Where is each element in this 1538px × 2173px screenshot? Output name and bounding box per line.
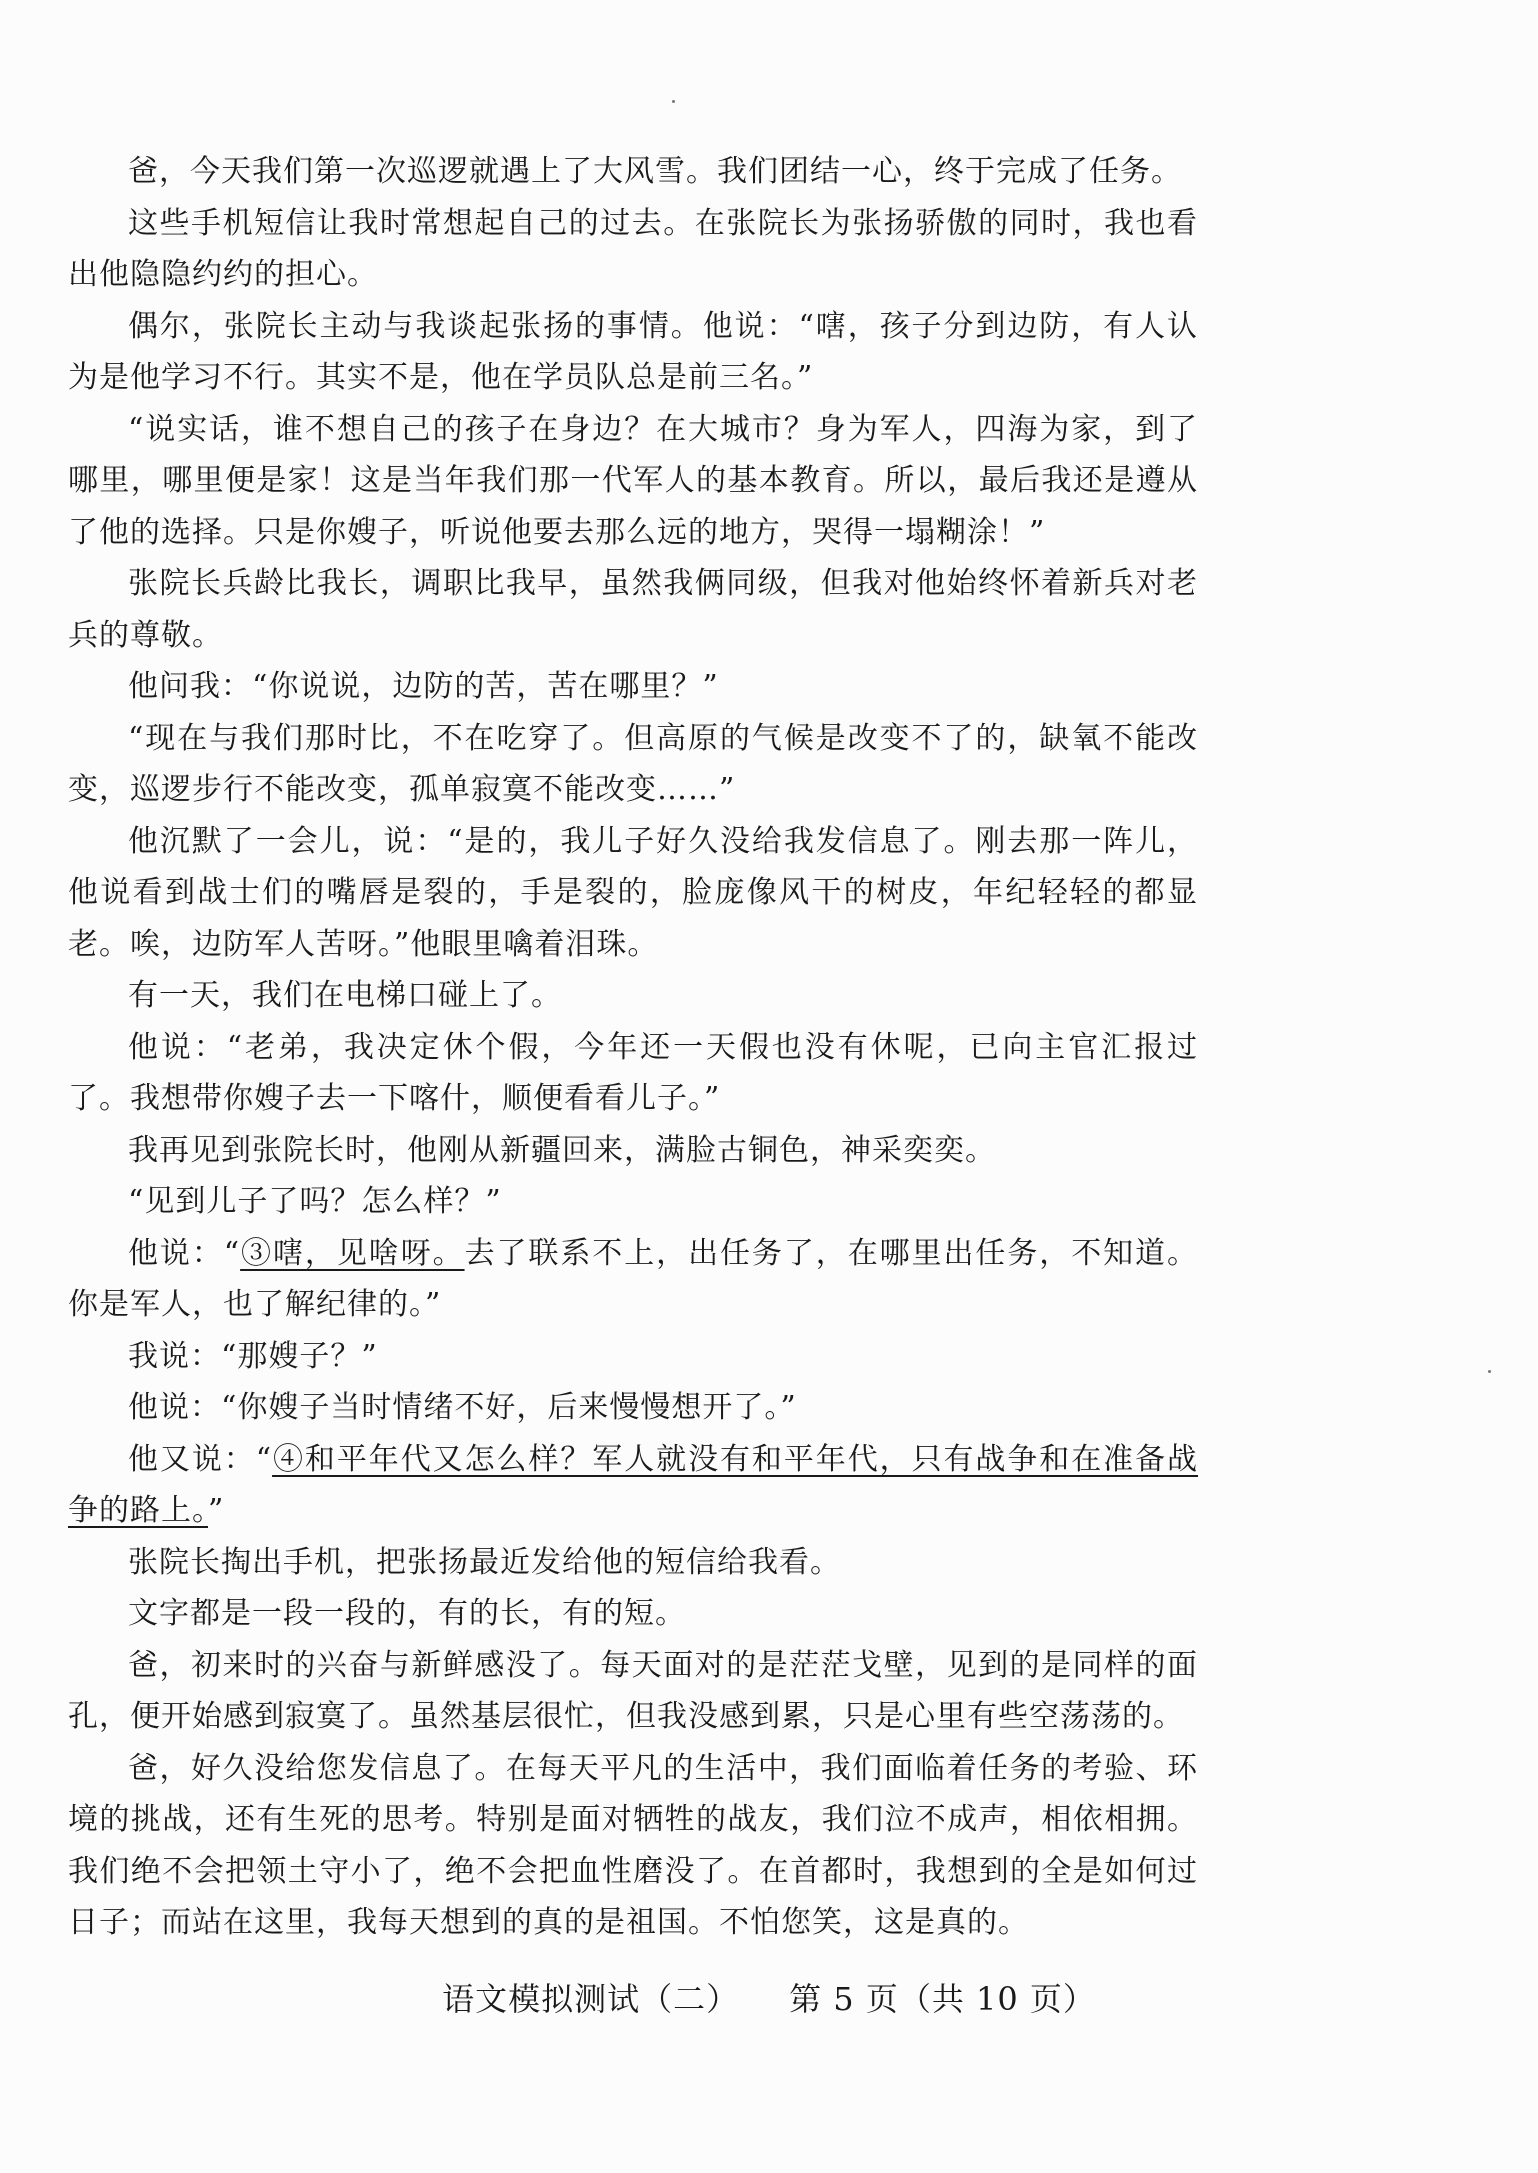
exam-title: 语文模拟测试（二）	[442, 1980, 740, 2018]
passage-paragraph: 我说：“那嫂子？”	[128, 1338, 378, 1374]
passage-paragraph: 爸，好久没给您发信息了。在每天平凡的生活中，我们面临着任务的考验、环境的挑战，还有生死的思考。特别是面对牺牲的战友，我们泣不成声，相依相拥。我们绝不会把领土守小了，绝不会把血性磨没了。在首都时，我想到的全是如何过日子；而站在这里，我每天想到的真的是祖国。不怕您笑，这是真的。	[68, 1750, 1198, 1940]
passage-paragraph: “见到儿子了吗？怎么样？”	[128, 1184, 502, 1219]
passage-paragraph: 他问我：“你说说，边防的苦，苦在哪里？”	[128, 669, 719, 704]
underlined-sentence-3: ③嗐，见啥呀。	[240, 1235, 465, 1271]
passage-paragraph: 这些手机短信让我时常想起自己的过去。在张院长为张扬骄傲的同时，我也看出他隐隐约约的担心。	[68, 205, 1198, 292]
passage-paragraph: 他沉默了一会儿，说：“是的，我儿子好久没给我发信息了。刚去那一阵儿，他说看到战士们的嘴唇是裂的，手是裂的，脸庞像风干的树皮，年纪轻轻的都显老。唉，边防军人苦呀。”他眼里噙着泪珠。	[68, 823, 1198, 962]
passage-paragraph: 张院长兵龄比我长，调职比我早，虽然我俩同级，但我对他始终怀着新兵对老兵的尊敬。	[68, 566, 1198, 653]
passage-paragraph-with-marked-sentence	[68, 1434, 1198, 1537]
passage-paragraph: 文字都是一段一段的，有的长，有的短。	[128, 1596, 686, 1631]
passage-paragraph: 他说：“你嫂子当时情绪不好，后来慢慢想开了。”	[128, 1390, 797, 1425]
page-footer	[0, 1974, 1538, 2020]
passage-paragraph: 偶尔，张院长主动与我谈起张扬的事情。他说：“嗐，孩子分到边防，有人认为是他学习不行。其实不是，他在学员队总是前三名。”	[68, 308, 1198, 395]
paragraph-lead-text: 他又说：“	[128, 1441, 273, 1477]
passage-paragraph: “现在与我们那时比，不在吃穿了。但高原的气候是改变不了的，缺氧不能改变，巡逻步行不能改变，孤单寂寞不能改变……”	[68, 720, 1198, 807]
passage-paragraph: 他说：“老弟，我决定休个假，今年还一天假也没有休呢，已向主官汇报过了。我想带你嫂子去一下喀什，顺便看看儿子。”	[68, 1029, 1198, 1116]
reading-passage	[68, 146, 1198, 1949]
passage-paragraph: 爸，今天我们第一次巡逻就遇上了大风雪。我们团结一心，终于完成了任务。	[128, 154, 1182, 189]
scan-speck	[672, 100, 675, 103]
scan-speck	[1488, 1370, 1491, 1373]
passage-paragraph: 张院长掏出手机，把张扬最近发给他的短信给我看。	[128, 1544, 841, 1580]
paragraph-trailing-text: ”	[208, 1493, 225, 1528]
passage-paragraph: 爸，初来时的兴奋与新鲜感没了。每天面对的是茫茫戈壁，见到的是同样的面孔，便开始感到寂寞了。虽然基层很忙，但我没感到累，只是心里有些空荡荡的。	[68, 1647, 1198, 1734]
passage-paragraph: 有一天，我们在电梯口碰上了。	[128, 978, 562, 1013]
page-number: 第 5 页（共 10 页）	[789, 1980, 1096, 2018]
passage-paragraph-with-marked-sentence	[68, 1228, 1198, 1331]
paragraph-lead-text: 他说：“	[128, 1235, 241, 1271]
passage-paragraph: “说实话，谁不想自己的孩子在身边？在大城市？身为军人，四海为家，到了哪里，哪里便是家！这是当年我们那一代军人的基本教育。所以，最后我还是遵从了他的选择。只是你嫂子，听说他要去那么远的地方，哭得一塌糊涂！”	[68, 411, 1198, 550]
paragraph-trailing-text: 去了联系不上，出任务了，在哪里出任务，不知道。你是军人，也了解纪律的。”	[68, 1235, 1198, 1322]
passage-paragraph: 我再见到张院长时，他刚从新疆回来，满脸古铜色，神采奕奕。	[128, 1132, 996, 1168]
underlined-sentence-4: ④和平年代又怎么样？军人就没有和平年代，只有战争和在准备战争的路上。	[68, 1441, 1199, 1528]
